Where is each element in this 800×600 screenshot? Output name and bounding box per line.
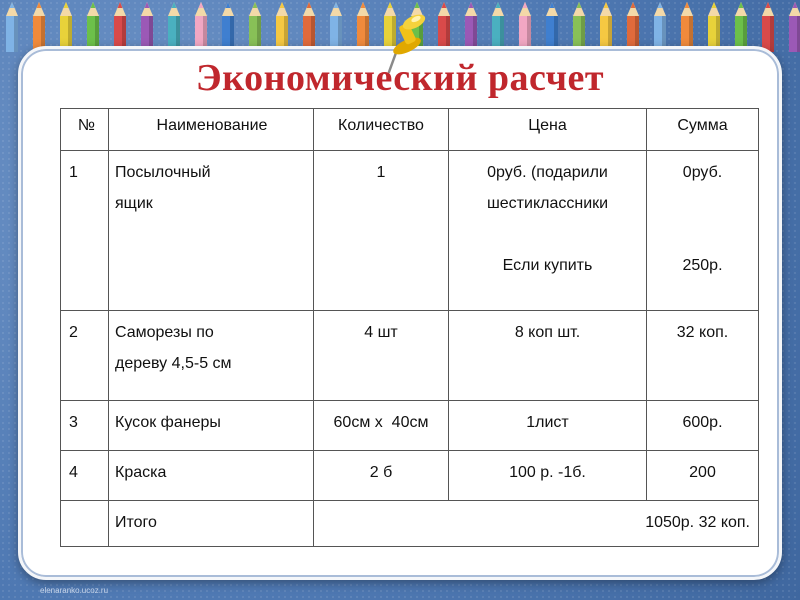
row-quantity: 2 б bbox=[314, 451, 449, 501]
row-number: 3 bbox=[61, 401, 109, 451]
pencil-icon bbox=[573, 2, 585, 52]
pencil-icon bbox=[357, 2, 369, 52]
pencil-icon bbox=[465, 2, 477, 52]
row-name bbox=[109, 311, 314, 401]
row-sum-line: 0руб. bbox=[682, 164, 723, 181]
row-name: Кусок фанеры bbox=[109, 401, 314, 451]
pencil-icon bbox=[546, 2, 558, 52]
pencil-icon bbox=[681, 2, 693, 52]
header-quantity: Количество bbox=[314, 109, 449, 151]
row-number: 4 bbox=[61, 451, 109, 501]
row-quantity: 60см х 40см bbox=[314, 401, 449, 451]
table-total-row bbox=[61, 501, 759, 547]
table-row bbox=[61, 451, 759, 501]
header-price: Цена bbox=[449, 109, 647, 151]
pencil-icon bbox=[735, 2, 747, 52]
pencil-icon bbox=[141, 2, 153, 52]
pencil-icon bbox=[222, 2, 234, 52]
row-name-line: Посылочный bbox=[115, 164, 211, 181]
pencil-icon bbox=[600, 2, 612, 52]
row-sum: 600р. bbox=[647, 401, 759, 451]
pencil-icon bbox=[627, 2, 639, 52]
row-sum: 200 bbox=[647, 451, 759, 501]
row-name bbox=[109, 151, 314, 311]
table-row bbox=[61, 151, 759, 311]
row-quantity: 1 bbox=[314, 151, 449, 311]
row-price-line: Если купить bbox=[502, 257, 593, 274]
pencil-icon bbox=[249, 2, 261, 52]
row-name: Краска bbox=[109, 451, 314, 501]
pencil-icon bbox=[438, 2, 450, 52]
row-name-line: дереву 4,5-5 см bbox=[115, 355, 232, 372]
pencil-icon bbox=[168, 2, 180, 52]
pencil-icon bbox=[762, 2, 774, 52]
header-number: № bbox=[61, 109, 109, 151]
row-name-line: ящик bbox=[115, 195, 153, 212]
pencil-icon bbox=[303, 2, 315, 52]
total-label: Итого bbox=[109, 501, 314, 547]
pencil-icon bbox=[276, 2, 288, 52]
pencil-icon bbox=[33, 2, 45, 52]
row-price: 100 р. -1б. bbox=[449, 451, 647, 501]
pencil-icon bbox=[789, 2, 800, 52]
row-quantity: 4 шт bbox=[314, 311, 449, 401]
pencil-icon bbox=[6, 2, 18, 52]
total-number-cell bbox=[61, 501, 109, 547]
pencil-icon bbox=[195, 2, 207, 52]
pencil-icon bbox=[87, 2, 99, 52]
table-row bbox=[61, 311, 759, 401]
row-price: 1лист bbox=[449, 401, 647, 451]
row-sum: 32 коп. bbox=[647, 311, 759, 401]
row-number: 1 bbox=[61, 151, 109, 311]
watermark: elenaranko.ucoz.ru bbox=[40, 586, 109, 595]
header-name: Наименование bbox=[109, 109, 314, 151]
row-price-line: шестиклассники bbox=[486, 195, 609, 212]
pencil-icon bbox=[330, 2, 342, 52]
row-sum bbox=[647, 151, 759, 311]
row-name-line: Саморезы по bbox=[115, 324, 214, 341]
pencil-icon bbox=[708, 2, 720, 52]
total-value: 1050р. 32 коп. bbox=[314, 501, 759, 547]
row-number: 2 bbox=[61, 311, 109, 401]
page-title: Экономический расчет bbox=[195, 57, 605, 99]
calculation-table bbox=[60, 108, 759, 547]
pencil-icon bbox=[492, 2, 504, 52]
pencil-icon bbox=[654, 2, 666, 52]
row-price bbox=[449, 151, 647, 311]
row-price-line: 0руб. (подарили bbox=[487, 164, 608, 181]
row-sum-line: 250р. bbox=[682, 257, 723, 274]
pencil-icon bbox=[60, 2, 72, 52]
row-price: 8 коп шт. bbox=[449, 311, 647, 401]
pencil-icon bbox=[519, 2, 531, 52]
table-header-row bbox=[61, 109, 759, 151]
table-row bbox=[61, 401, 759, 451]
pencil-icon bbox=[114, 2, 126, 52]
header-sum: Сумма bbox=[647, 109, 759, 151]
